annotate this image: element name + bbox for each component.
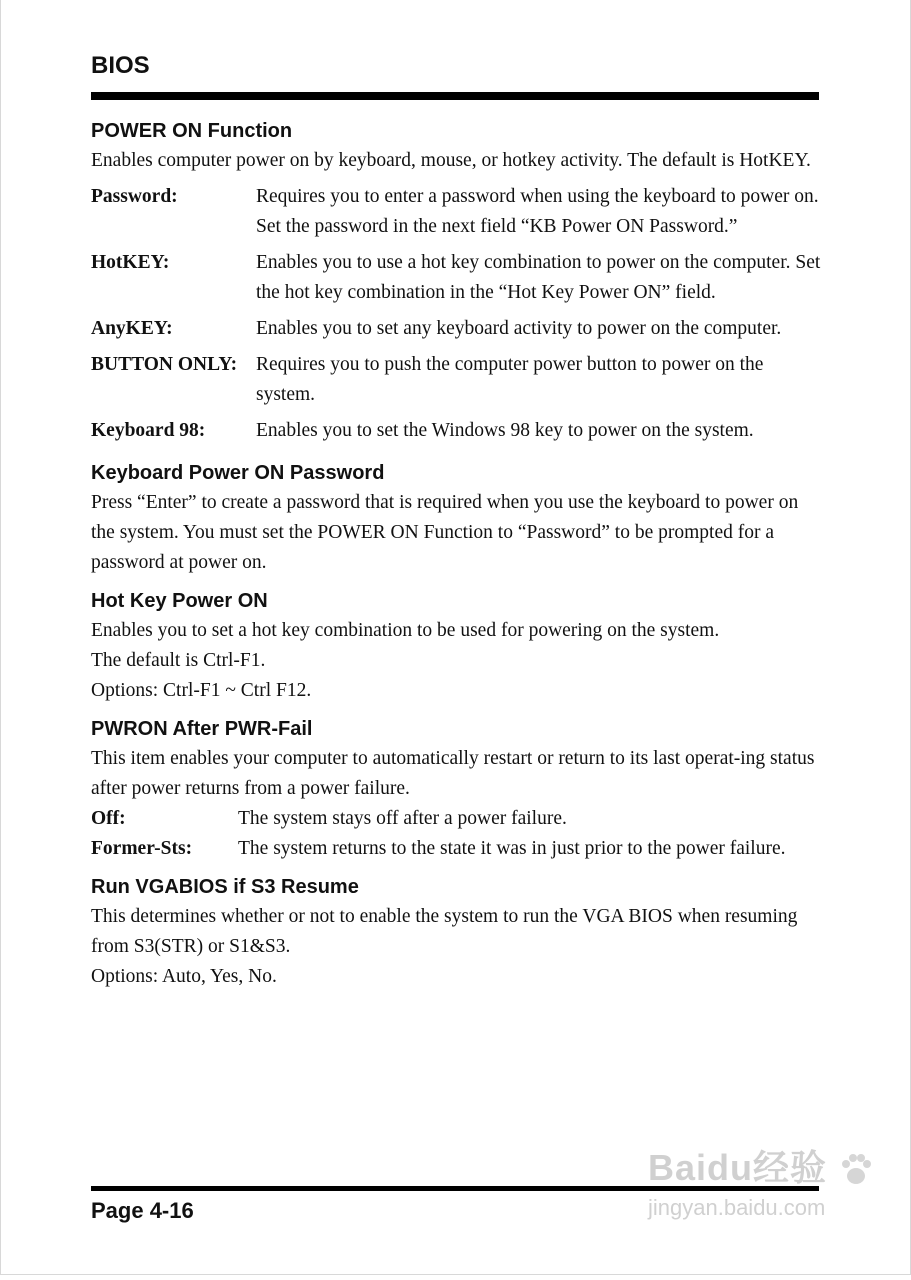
option-term: Former-Sts: [91, 838, 193, 859]
section-text: This determines whether or not to enable the system to run the VGA BIOS when resuming from S3(STR) or S1&S3. [91, 906, 798, 957]
watermark-logo [648, 1140, 874, 1191]
top-rule [91, 92, 819, 100]
option-former-sts [91, 834, 821, 864]
option-keyboard-98 [91, 416, 821, 446]
option-term: Keyboard 98: [91, 420, 206, 441]
section-text: Enables you to set a hot key combination to be used for powering on the system. [91, 620, 720, 641]
option-desc: The system returns to the state it was in just prior to the power failure. [238, 838, 786, 859]
option-desc: Requires you to enter a password when using the keyboard to power on. Set the password in the next field “KB Power ON Password.” [256, 186, 819, 237]
watermark-logo-text: Baidu经验 [648, 1147, 828, 1188]
watermark-url: jingyan.baidu.com [648, 1195, 826, 1220]
section-title: POWER ON Function [91, 120, 293, 142]
option-term: AnyKEY: [91, 318, 173, 339]
page-number: Page 4-16 [91, 1198, 194, 1223]
section-options: Options: Auto, Yes, No. [91, 966, 277, 987]
section-title: Hot Key Power ON [91, 590, 268, 612]
section-options: Options: Ctrl-F1 ~ Ctrl F12. [91, 680, 312, 701]
section-hotkey-power-on [91, 586, 821, 706]
option-anykey [91, 314, 821, 344]
option-term: HotKEY: [91, 252, 170, 273]
section-kb-password [91, 458, 821, 578]
content [91, 116, 821, 992]
option-term: BUTTON ONLY: [91, 354, 238, 375]
option-desc: Requires you to push the computer power button to power on the system. [256, 354, 764, 405]
option-hotkey [91, 248, 821, 308]
option-desc: Enables you to use a hot key combination to power on the computer. Set the hot key combination in the “Hot Key Power ON” field. [256, 252, 821, 303]
option-password [91, 182, 821, 242]
header-title: BIOS [91, 52, 150, 79]
section-pwron [91, 714, 821, 864]
section-power-on [91, 116, 821, 446]
watermark [648, 1140, 874, 1221]
option-term: Password: [91, 186, 178, 207]
paw-icon [838, 1152, 874, 1188]
section-text: Press “Enter” to create a password that is required when you use the keyboard to power on the system. You must set the POWER ON Function to “Password” to be prompted for a password at power on. [91, 492, 799, 573]
option-desc: Enables you to set any keyboard activity to power on the computer. [256, 318, 782, 339]
option-desc: The system stays off after a power failure. [238, 808, 567, 829]
section-text: This item enables your computer to automatically restart or return to its last operat-ing status after power returns from a power failure. [91, 748, 815, 799]
section-intro: Enables computer power on by keyboard, mouse, or hotkey activity. The default is HotKEY. [91, 150, 811, 171]
option-desc: Enables you to set the Windows 98 key to power on the system. [256, 420, 754, 441]
section-vgabios [91, 872, 821, 992]
option-term: Off: [91, 808, 126, 829]
section-title: Run VGABIOS if S3 Resume [91, 876, 359, 898]
option-button-only [91, 350, 821, 410]
section-title: PWRON After PWR-Fail [91, 718, 313, 740]
section-default: The default is Ctrl-F1. [91, 650, 266, 671]
section-title: Keyboard Power ON Password [91, 462, 385, 484]
option-off [91, 804, 821, 834]
